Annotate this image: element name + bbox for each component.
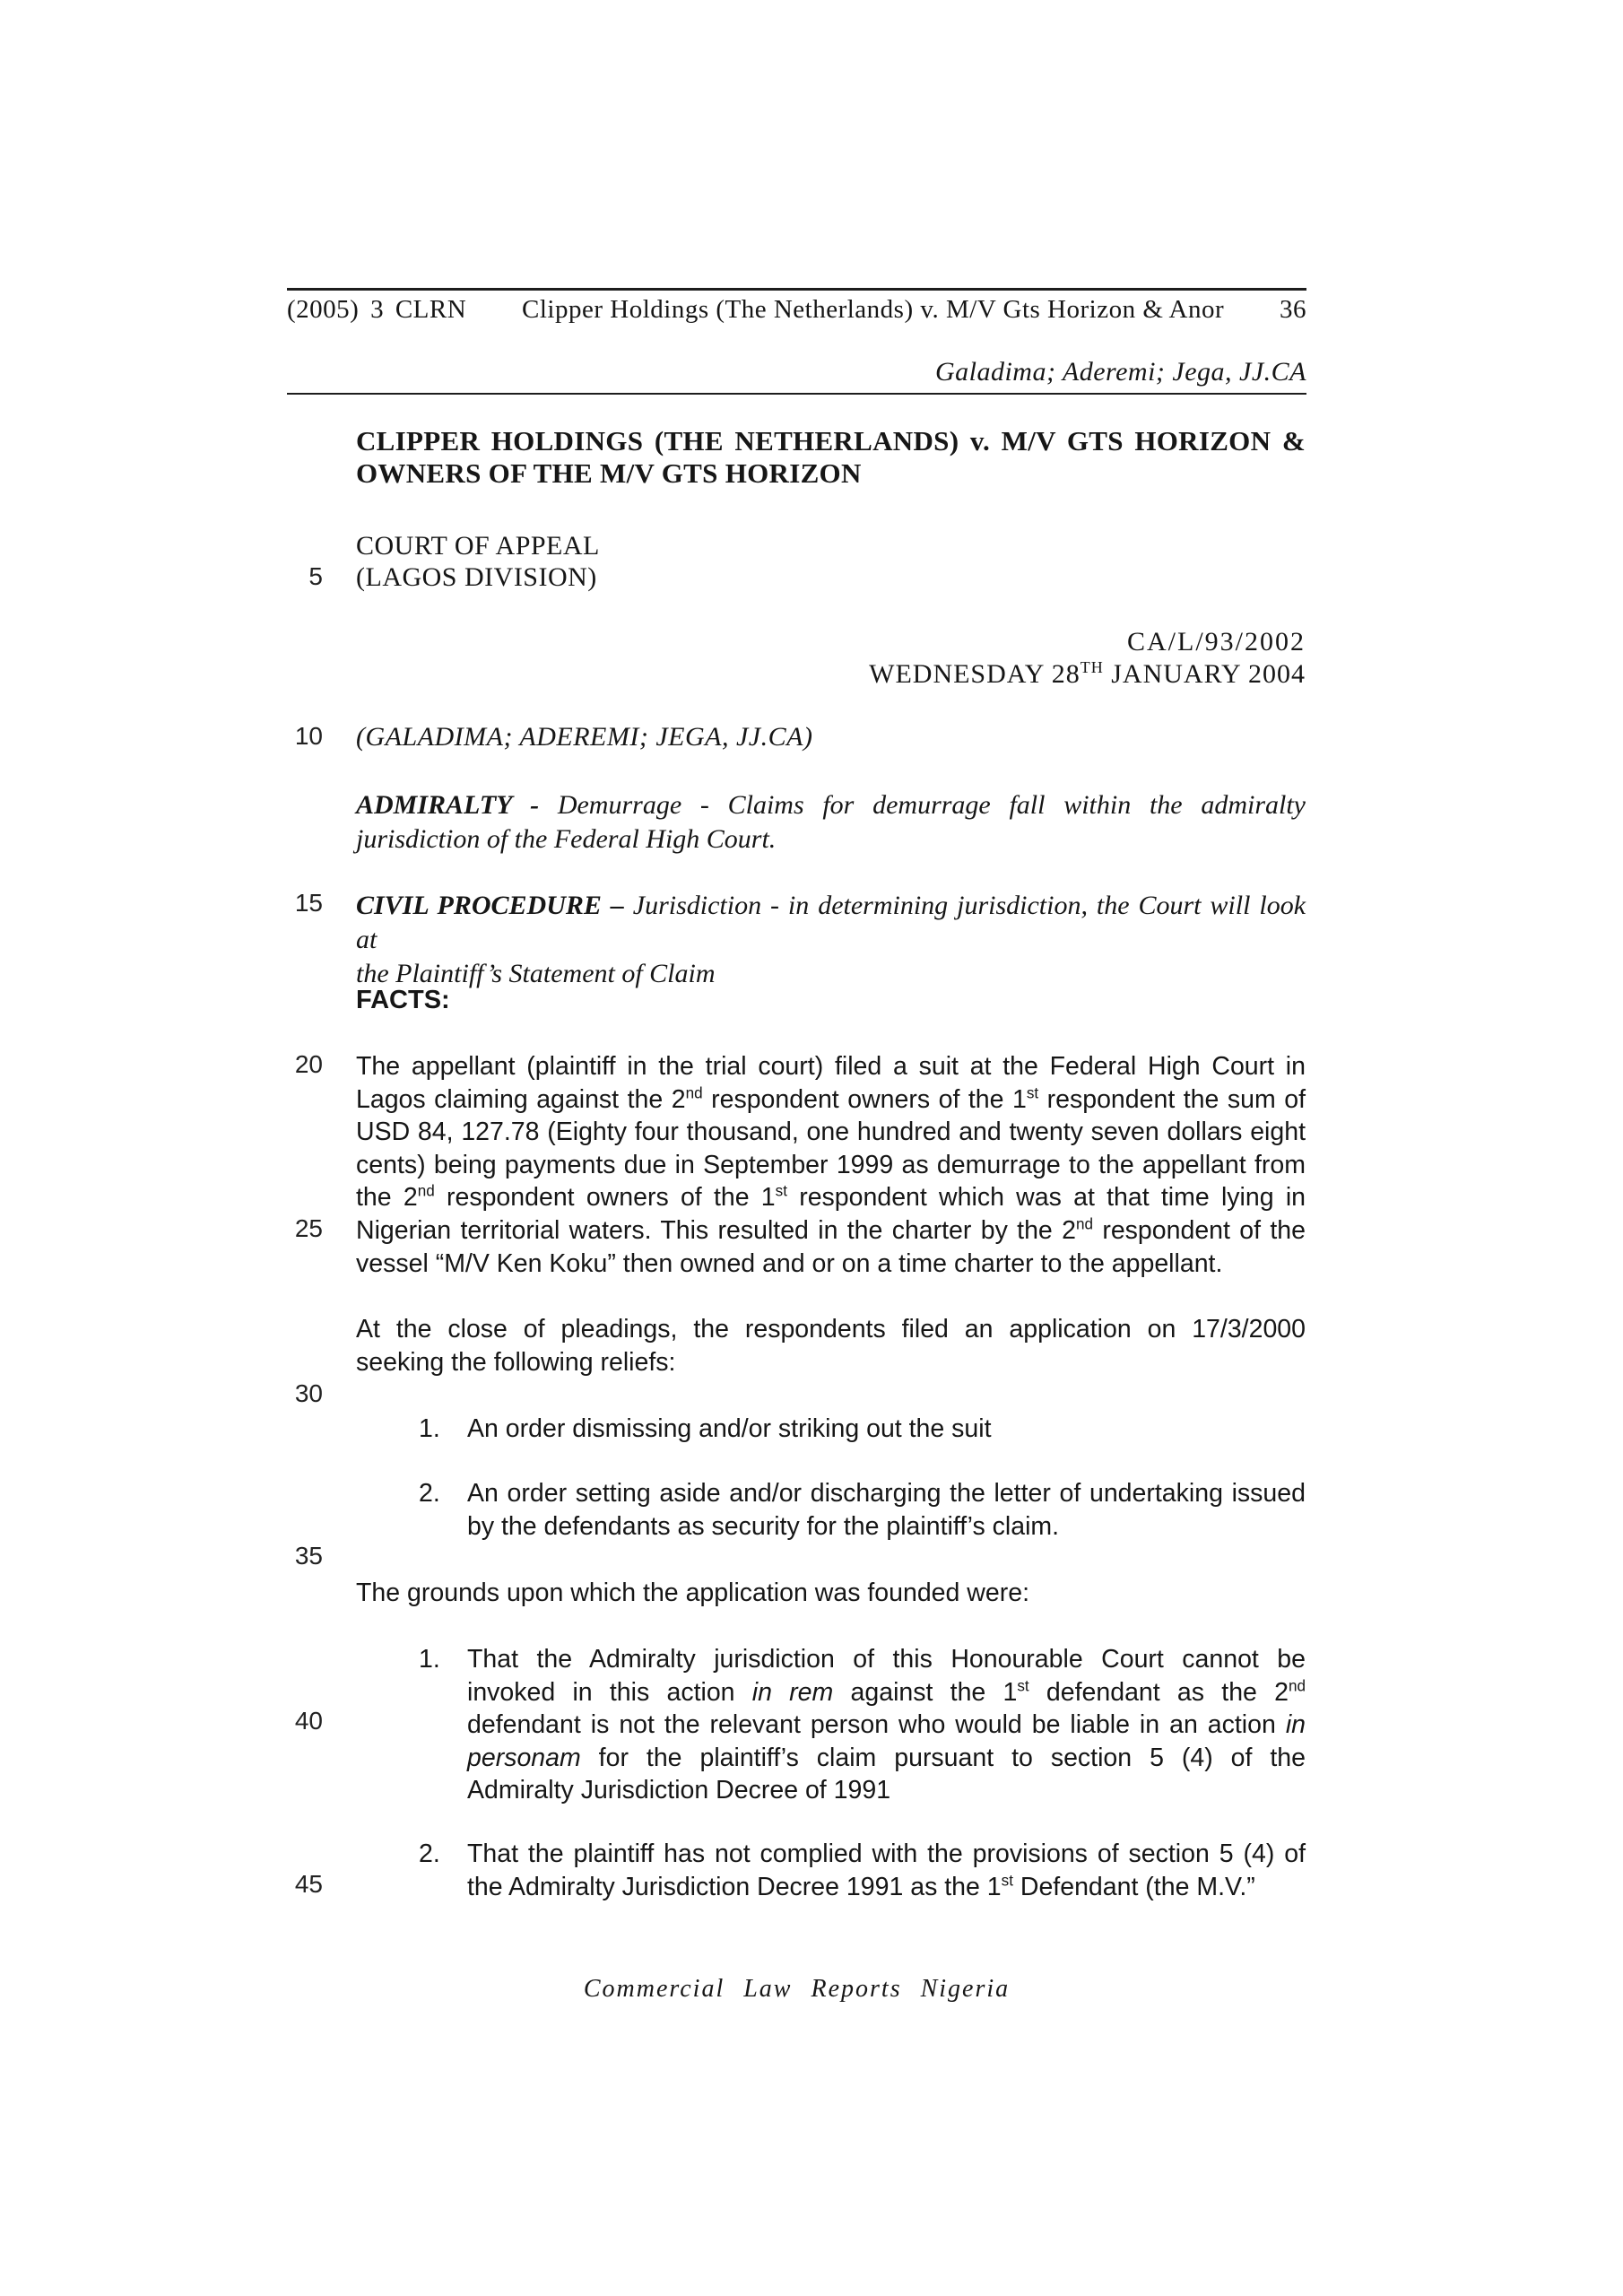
page-footer: Commercial Law Reports Nigeria	[583, 1975, 1011, 2003]
suit-number	[356, 627, 1306, 657]
ground-number: 1.	[419, 1645, 440, 1674]
headnote-civil-procedure: CIVIL PROCEDURE – Jurisdiction - in determining jurisdiction, the Court will look at the Plaintiff’s Statement of Claim	[356, 891, 1306, 988]
relief-item	[419, 1477, 1306, 1543]
headnote-admiralty: ADMIRALTY - Demurrage - Claims for demurrage fall within the admiralty jurisdiction of the Federal High Court.	[356, 790, 1306, 854]
case-title: CLIPPER HOLDINGS (THE NETHERLANDS) v. M/V GTS HORIZON & OWNERS OF THE M/V GTS HORIZON	[356, 425, 1306, 489]
relief-number: 2.	[419, 1479, 440, 1508]
margin-line-number: 35	[294, 1542, 323, 1570]
ground-number: 2.	[419, 1839, 440, 1868]
margin-line-number: 45	[294, 1870, 323, 1898]
facts-heading: FACTS:	[356, 986, 450, 1014]
facts-paragraph: The appellant (plaintiff in the trial court) filed a suit at the Federal High Court in Lagos claiming against the 2nd respondent owners of the 1st respondent the sum of USD 84, 127.78 (Eighty four thousand, one hundred and twenty seven dollars eight cents) being payments due in September 1999 as demurrage to the appellant from the 2nd respondent owners of the 1st respondent which was at that time lying in Nigerian territorial waters. This resulted in the charter by the 2nd respondent of the vessel “M/V Ken Koku” then owned and or on a time charter to the appellant.	[356, 1052, 1306, 1278]
running-case-title: Clipper Holdings (The Netherlands) v. M/V Gts Horizon & Anor	[522, 295, 1225, 324]
ground-item	[419, 1838, 1306, 1903]
relief-item	[419, 1413, 1306, 1446]
margin-line-number: 15	[294, 889, 323, 917]
header-rule-bottom	[287, 393, 1306, 395]
page-number: 36	[1280, 295, 1306, 324]
pleadings-paragraph: At the close of pleadings, the respondents filed an application on 17/3/2000 seeking the following reliefs:	[356, 1315, 1306, 1377]
suit-number-text: CA/L/93/2002	[1126, 627, 1306, 657]
margin-line-number: 5	[308, 562, 323, 590]
hearing-date: WEDNESDAY 28TH JANUARY 2004	[869, 658, 1306, 689]
court-name: COURT OF APPEAL	[356, 531, 600, 561]
court-division: (LAGOS DIVISION)	[356, 562, 597, 592]
header-rule-top	[287, 288, 1306, 291]
relief-text: An order dismissing and/or striking out the suit	[467, 1414, 992, 1443]
relief-number: 1.	[419, 1414, 440, 1443]
judges-byline: Galadima; Aderemi; Jega, JJ.CA	[934, 357, 1306, 387]
margin-line-number: 25	[294, 1214, 323, 1242]
margin-line-number: 30	[294, 1379, 323, 1407]
margin-line-number: 20	[294, 1050, 323, 1078]
ground-text: That the Admiralty jurisdiction of this Honourable Court cannot be invoked in this action in rem against the 1st defendant as the 2nd defendant is not the relevant person who would be liable in an action in personam for the plaintiff’s claim pursuant to section 5 (4) of the Admiralty Jurisdiction Decree of 1991	[467, 1645, 1306, 1805]
margin-line-number: 10	[294, 722, 323, 750]
relief-text: An order setting aside and/or discharging the letter of undertaking issued by the defendants as security for the plaintiff’s claim.	[467, 1479, 1306, 1541]
ground-text: That the plaintiff has not complied with the provisions of section 5 (4) of the Admiralty Jurisdiction Decree 1991 as the 1st Defendant (the M.V.”	[467, 1839, 1306, 1901]
running-header	[287, 295, 1306, 325]
coram: (GALADIMA; ADEREMI; JEGA, JJ.CA)	[356, 722, 813, 752]
margin-line-number: 40	[294, 1707, 323, 1735]
report-citation: (2005) 3 CLRN	[287, 295, 467, 324]
ground-item	[419, 1643, 1306, 1807]
grounds-intro: The grounds upon which the application was founded were:	[356, 1578, 1029, 1607]
